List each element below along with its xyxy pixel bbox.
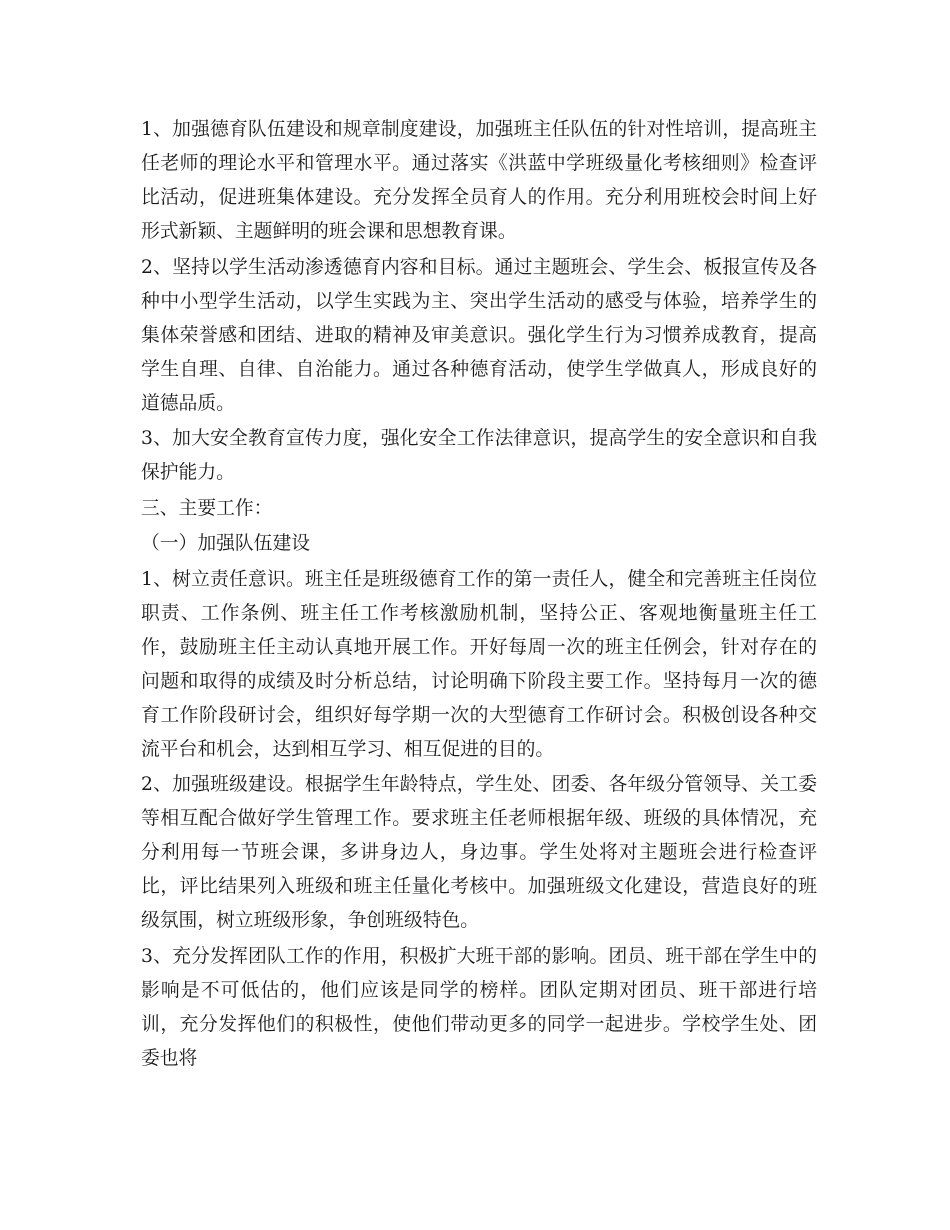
paragraph-3: 3、加大安全教育宣传力度，强化安全工作法律意识，提高学生的安全意识和自我保护能力。 [141, 428, 817, 483]
paragraph-1: 1、加强德育队伍建设和规章制度建设，加强班主任队伍的针对性培训，提高班主任老师的理论水平和管理水平。通过落实《洪蓝中学班级量化考核细则》检查评比活动，促进班集体建设。充分发挥全员育人的作用。充分利用班校会时间上好形式新颖、主题鲜明的班会课和思想教育课。 [141, 119, 817, 242]
paragraph-6: 3、充分发挥团队工作的作用，积极扩大班干部的影响。团员、班干部在学生中的影响是不可低估的，他们应该是同学的榜样。团队定期对团员、班干部进行培训，充分发挥他们的积极性，使他们带动更多的同学一起进步。学校学生处、团委也将 [141, 945, 817, 1069]
subsection-heading: （一）加强队伍建设 [141, 533, 311, 554]
paragraph-2: 2、坚持以学生活动渗透德育内容和目标。通过主题班会、学生会、板报宣传及各种中小型学生活动，以学生实践为主、突出学生活动的感受与体验，培养学生的集体荣誉感和团结、进取的精神及审美意识。强化学生行为习惯养成教育，提高学生自理、自律、自治能力。通过各种德育活动，使学生学做真人，形成良好的道德品质。 [141, 256, 817, 414]
section-heading: 三、主要工作： [141, 497, 273, 519]
paragraph-4: 1、树立责任意识。班主任是班级德育工作的第一责任人，健全和完善班主任岗位职责、工作条例、班主任工作考核激励机制，坚持公正、客观地衡量班主任工作，鼓励班主任主动认真地开展工作。开好每周一次的班主任例会，针对存在的问题和取得的成绩及时分析总结，讨论明确下阶段主要工作。坚持每月一次的德育工作阶段研讨会，组织好每学期一次的大型德育工作研讨会。积极创设各种交流平台和机会，达到相互学习、相互促进的目的。 [141, 568, 817, 760]
paragraph-5: 2、加强班级建设。根据学生年龄特点，学生处、团委、各年级分管领导、关工委等相互配合做好学生管理工作。要求班主任老师根据年级、班级的具体情况，充分利用每一节班会课，多讲身边人，身边事。学生处将对主题班会进行检查评比，评比结果列入班级和班主任量化考核中。加强班级文化建设，营造良好的班级氛围，树立班级形象，争创班级特色。 [141, 774, 817, 931]
document-body [141, 113, 817, 1077]
